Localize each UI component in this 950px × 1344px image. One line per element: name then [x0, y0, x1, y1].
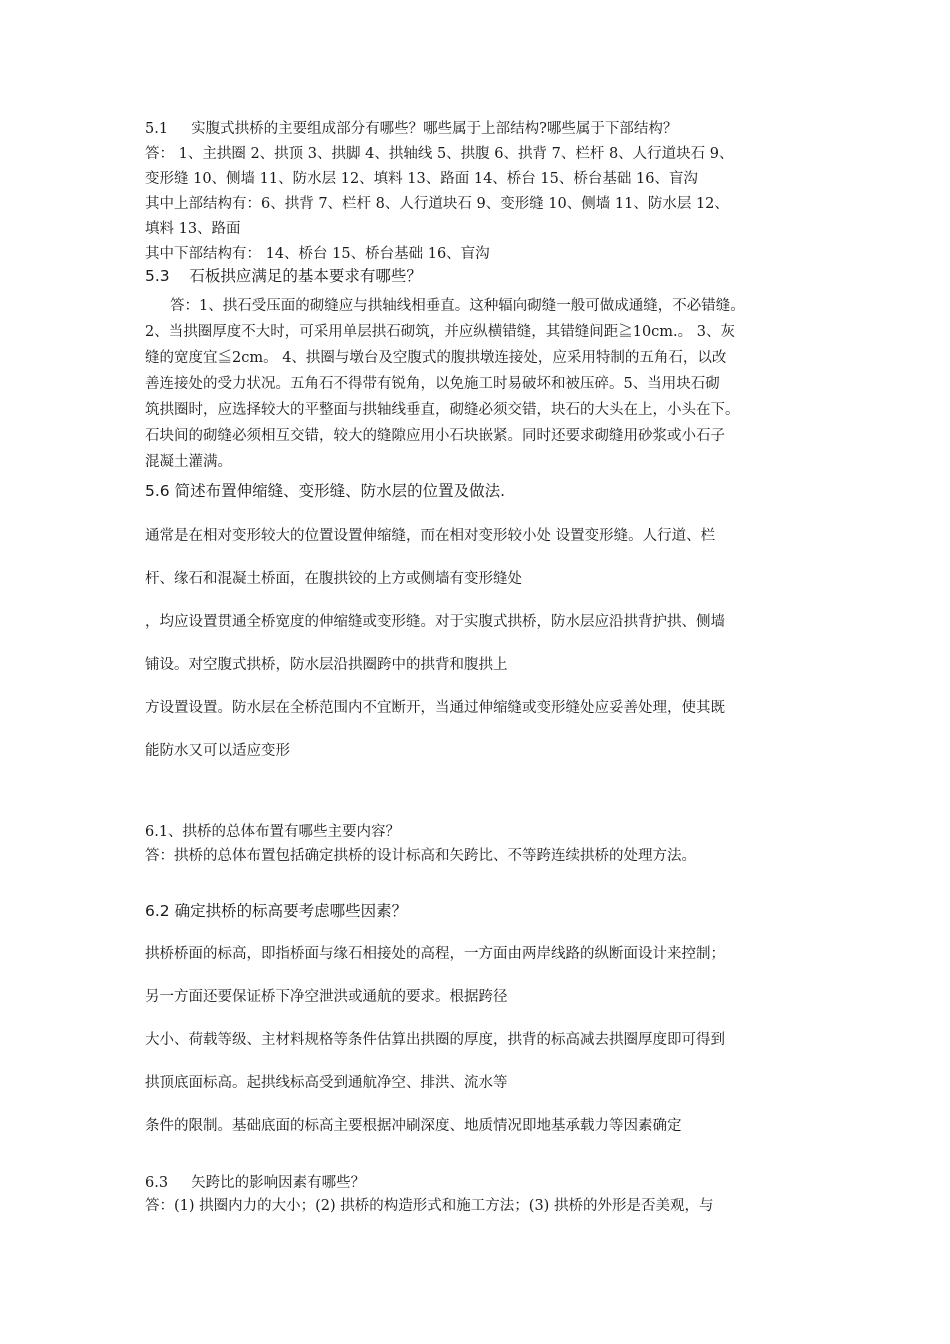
q62-title: 6.2 确定拱桥的标高要考虑哪些因素？	[145, 902, 408, 920]
q53-line: 石块间的砌缝必须相互交错，较大的缝隙应用小石块嵌紧。同时还要求砌缝用砂浆或小石子	[145, 428, 725, 444]
q53-line: 筑拱圈时，应选择较大的平整面与拱轴线垂直，砌缝必须交错，块石的大头在上，小头在下。	[145, 402, 740, 418]
q56-line: 方设置设置。防水层在全桥范围内不宜断开，当通过伸缩缝或变形缝处应妥善处理，使其既	[145, 700, 725, 716]
q62-line: 大小、荷载等级、主材料规格等条件估算出拱圈的厚度，拱背的标高减去拱圈厚度即可得到	[145, 1032, 725, 1048]
q62-line: 另一方面还要保证桥下净空泄洪或通航的要求。根据跨径	[145, 989, 508, 1005]
q63-line: 答：(1) 拱圈内力的大小；(2) 拱桥的构造形式和施工方法；(3) 拱桥的外形是否美观，与	[145, 1198, 714, 1214]
q53-line: 2、当拱圈厚度不大时，可采用单层拱石砌筑，并应纵横错缝，其错缝间距≧10cm.。 3、灰	[145, 324, 735, 340]
q62-line: 拱顶底面标高。起拱线标高受到通航净空、排洪、流水等	[145, 1075, 508, 1091]
q56-line: 杆、缘石和混凝土桥面，在腹拱铰的上方或侧墙有变形缝处	[145, 571, 522, 587]
q62-line: 拱桥桥面的标高，即指桥面与缘石相接处的高程，一方面由两岸线路的纵断面设计来控制；	[145, 946, 725, 962]
q56-title: 5.6 简述布置伸缩缝、变形缝、防水层的位置及做法.	[145, 482, 506, 500]
q51-line: 其中上部结构有：6、拱背 7、栏杆 8、人行道块石 9、变形缝 10、侧墙 11、防水层 12、	[145, 196, 729, 212]
q63-title: 6.3 矢跨比的影响因素有哪些？	[145, 1175, 366, 1191]
q56-line: ，均应设置贯通全桥宽度的伸缩缝或变形缝。对于实腹式拱桥，防水层应沿拱背护拱、侧墙	[145, 614, 725, 630]
q56-line: 通常是在相对变形较大的位置设置伸缩缝，而在相对变形较小处 设置变形缝。人行道、栏	[145, 528, 716, 544]
q53-line: 混凝土灌满。	[145, 454, 232, 470]
q61-line: 答：拱桥的总体布置包括确定拱桥的设计标高和矢跨比、不等跨连续拱桥的处理方法。	[145, 848, 696, 864]
q53-line: 善连接处的受力状况。五角石不得带有锐角，以免施工时易破坏和被压碎。5、当用块石砌	[145, 376, 720, 392]
q51-line: 填料 13、路面	[145, 221, 241, 237]
q53-line: 答：1、拱石受压面的砌缝应与拱轴线相垂直。这种辐向砌缝一般可做成通缝，不必错缝。	[170, 298, 745, 314]
q51-line: 其中下部结构有： 14、桥台 15、桥台基础 16、盲沟	[145, 246, 490, 262]
q51-line: 答： 1、主拱圈 2、拱顶 3、拱脚 4、拱轴线 5、拱腹 6、拱背 7、栏杆 8、人行道块石 9、	[145, 146, 734, 162]
q51-title: 5.1 实腹式拱桥的主要组成部分有哪些？哪些属于上部结构?哪些属于下部结构？	[145, 121, 678, 137]
q56-line: 能防水又可以适应变形	[145, 743, 290, 759]
q53-title: 5.3 石板拱应满足的基本要求有哪些？	[145, 267, 422, 285]
q51-line: 变形缝 10、侧墙 11、防水层 12、填料 13、路面 14、桥台 15、桥台基础 16、盲沟	[145, 171, 698, 187]
q56-line: 铺设。对空腹式拱桥，防水层沿拱圈跨中的拱背和腹拱上	[145, 657, 508, 673]
q62-line: 条件的限制。基础底面的标高主要根据冲刷深度、地质情况即地基承载力等因素确定	[145, 1118, 682, 1134]
q61-title: 6.1、拱桥的总体布置有哪些主要内容？	[145, 824, 401, 840]
q53-line: 缝的宽度宜≦2cm。 4、拱圈与墩台及空腹式的腹拱墩连接处，应采用特制的五角石，以改	[145, 350, 727, 366]
